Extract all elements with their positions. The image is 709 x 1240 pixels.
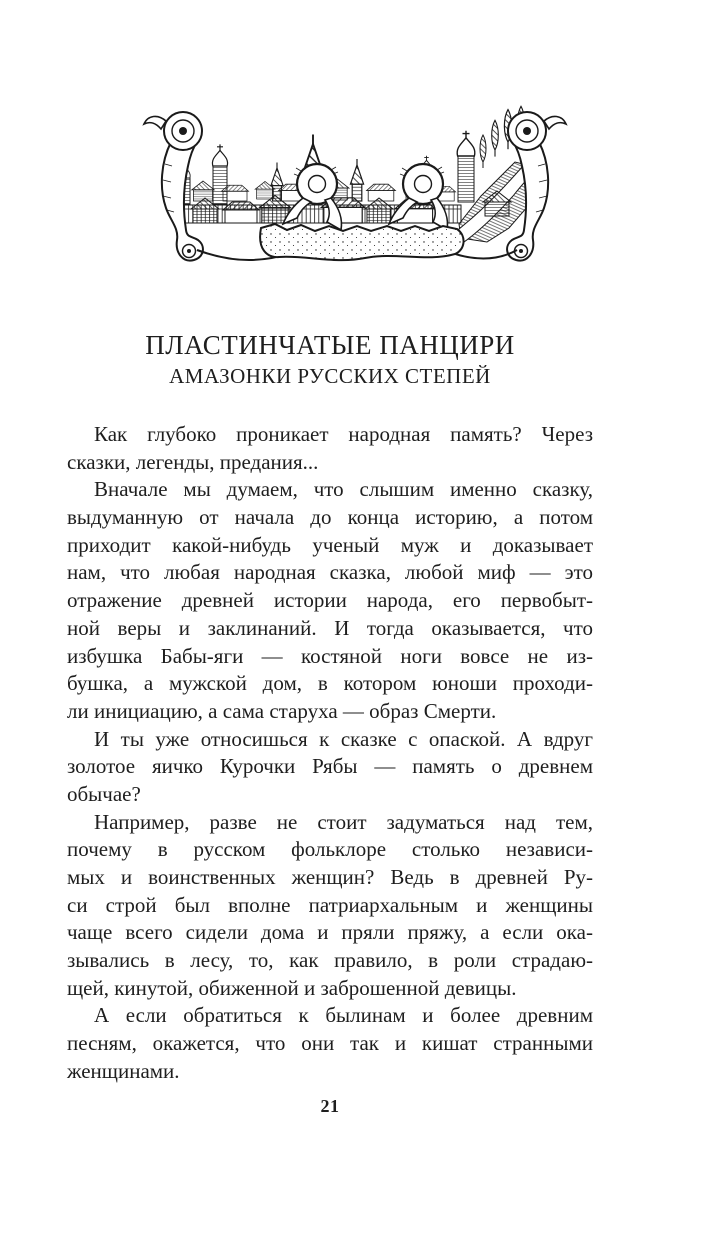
paragraph [67, 476, 593, 725]
blank-banner [260, 224, 463, 260]
text-line: сказки, легенды, предания... [67, 449, 319, 474]
text-line: бушка, а мужской дом, в котором юноши проходи- [67, 671, 593, 696]
paragraph [67, 1002, 593, 1085]
paragraph [67, 809, 593, 1003]
text-line: зывались в лесу, то, как правило, в роли страдаю- [67, 948, 593, 973]
text-line: золотое яичко Курочки Рябы — память о древнем [67, 754, 593, 779]
text-line: ли инициацию, а сама старуха — образ Смерти. [67, 698, 497, 723]
text-line: щей, кинутой, обиженной и заброшенной девицы. [67, 975, 517, 1000]
text-line: чаще всего сидели дома и пряли пряжу, а если ока- [67, 920, 593, 945]
text-line: обычае? [67, 781, 141, 806]
body-text [67, 421, 593, 1086]
text-line: избушка Бабы-яги — костяной ноги вовсе не из- [67, 643, 593, 668]
text-line: приходит какой-нибудь ученый муж и доказывает [67, 532, 593, 557]
text-line: Вначале мы думаем, что слышим именно сказку, [94, 477, 593, 502]
text-line: Как глубоко проникает народная память? Через [94, 422, 593, 446]
text-line: нам, что любая народная сказка, любой миф — это [67, 560, 593, 585]
paragraph [67, 421, 593, 476]
text-line: отражение древней истории народа, его первобыт- [67, 588, 593, 613]
text-line: мых и воинственных женщин? Ведь в древней Ру- [67, 865, 593, 889]
text-line: А если обратиться к былинам и более древним [94, 1003, 593, 1028]
paragraph [67, 726, 593, 809]
text-line: песням, окажется, что они так и кишат странными [67, 1031, 593, 1056]
town-engraving-illustration [125, 104, 585, 272]
chapter-title: ПЛАСТИНЧАТЫЕ ПАНЦИРИ [145, 330, 515, 360]
text-line: Например, разве не стоит задуматься над тем, [94, 809, 593, 834]
town-skyline [179, 106, 547, 248]
text-line: си строй был вполне патриархальным и женщины [67, 892, 593, 917]
left-scroll [144, 112, 203, 261]
text-line: женщинами. [67, 1058, 180, 1083]
text-line: ной веры и заклинаний. И тогда оказывается, что [67, 615, 593, 640]
text-line: почему в русском фольклоре столько независи- [67, 837, 593, 862]
text-line: И ты уже относишься к сказке с опаской. А вдруг [94, 726, 593, 751]
chapter-subtitle: АМАЗОНКИ РУССКИХ СТЕПЕЙ [169, 364, 491, 388]
page-number: 21 [320, 1096, 340, 1116]
text-line: выдуманную от начала до конца историю, а потом [67, 505, 593, 530]
